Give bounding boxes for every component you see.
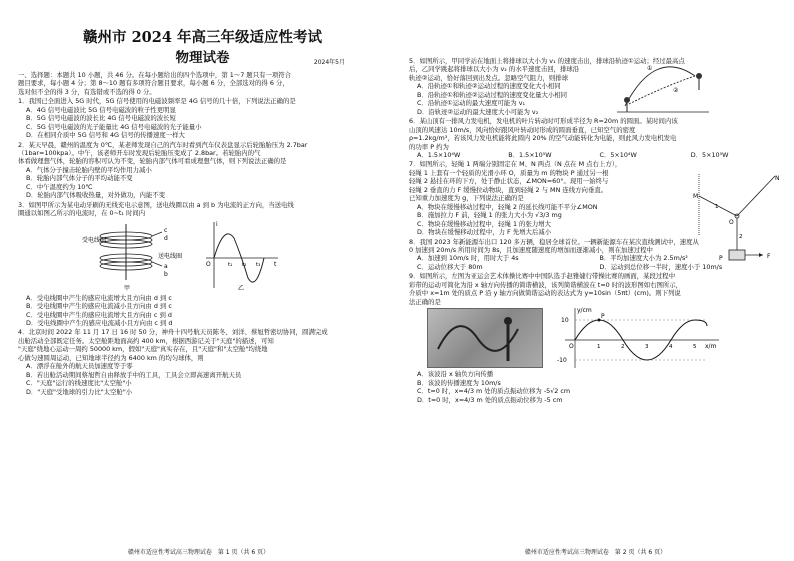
question-stem: 轻绳 2 垂直的力 F 缓慢拉动物块，直到轻绳 2 与 MN 连线方向垂直。 [409,185,608,194]
wave-graph [555,306,725,370]
question-stem: 9．如图所示，左图为亚运会艺术体操比赛中中国队选手赵雅婕行带操比赛的画面，某段过程中 [409,272,676,281]
question-stem: 法正确的是 [409,297,441,306]
axis-i-label: i [216,220,218,228]
option-d: D．受电线圈中产生的感应电流减小且方向由 c 到 d [26,319,173,327]
trajectory-1-label: ① [647,65,653,72]
question-1 [18,97,387,139]
tick-x-1: 1 [597,344,601,351]
option-c: C．5×10⁴W [599,150,637,159]
question-stem: 出舱活动全部既定任务。太空舱距地面高约 400 km，根据西游记关于"天庭"的描述，可知 [18,336,274,345]
y-axis-label: y/cm [577,307,592,315]
q3-figures [78,218,368,294]
question-stem: 3．如图甲所示为某电动牙刷的无线充电示意图，送电线圈以由 a 到 b 为电流的正方向，当送电线 [18,200,294,209]
option-c: C．中午温度约为 10℃ [26,182,93,191]
question-9 [409,272,782,404]
question-stem: 2．某天早晨，赣州的温度为 0℃，某老师发现自己的汽车时看到汽车仪表盘显示后轮胎胎压为 2.7bar [18,140,308,149]
option-a: A．该波沿 x 轴负方向传播 [417,370,494,379]
current-graph [206,221,278,292]
exam-date: 2024年5月 [313,59,345,67]
label-n: N [775,175,780,182]
question-stem: 的功率 P 约为 [409,142,449,151]
question-5 [409,57,782,116]
coil-diagram [82,224,182,292]
question-stem: 山顶的风速达 10m/s，风向恰好跟风叶转动时形成的圆面垂直，已知空气的密度 [409,125,636,134]
tick-x-2: 2 [621,344,625,351]
option-a: A．气体分子撞击轮胎内壁的平均作用力减小 [26,165,152,174]
tick-y-neg10: -10 [557,357,567,365]
tick-x-3: 3 [645,344,649,351]
caption-jia: 甲 [124,284,131,292]
question-stem: 轻绳 2 悬挂在环的下方，处于静止状态，∠MON=60°。现用一始终与 [409,177,609,186]
origin-label: O [569,343,574,351]
q6-options [409,151,782,159]
subject-title: 物理试卷 [175,50,230,67]
x-axis-label: x/m [705,343,717,351]
label-b: b [164,270,168,278]
option-b: B．该波的传播速度为 10m/s [417,378,501,387]
question-6 [409,117,782,159]
question-3 [18,201,387,328]
question-stem: 后，乙同学跳起将排球以大小为 v₂ 的水平速度击回，排球沿 [409,65,580,74]
question-stem: 轻绳 1 上套有一个轻质的光滑小环 O，质量为 m 的物块 P 通过另一根 [409,168,609,177]
question-stem: 8．我国 2023 年新能源车出口 120 多万辆，稳居全球首位。一辆新能源车在某次直线测试中，速度从 [409,237,699,246]
tick-x-4: 4 [669,344,673,351]
question-stem: 7．如图所示，轻绳 1 两端分别固定在 M、N 两点（N 点在 M 点右上方）， [409,160,622,169]
option-a: A．加速到 10m/s 时，用时大于 4s [417,254,519,263]
instructions [18,71,387,96]
option-d: D．t=0 时，x=4/3 m 处的质点振动位移为 -5 cm [417,395,563,404]
question-stem: 彩带的运动可简化为沿 x 轴方向传播的简谐横波，该列简谐横波在 t=0 时的波形图如右图所示， [409,280,683,289]
question-stem: 已知重力加速度为 g，下列说法正确的是 [409,194,524,203]
option-d: D．运动到总位移一半时，速度小于 10m/s [599,262,723,271]
option-b: B．沿轨迹①和轨迹②运动过程的速度变化量大小相同 [417,90,568,99]
label-rope-1: 1 [715,204,719,210]
question-stem: 心做匀速圆周运动，已知地球半径约为 6400 km 的均匀球体，则 [18,353,204,362]
page-2 [397,0,794,561]
option-d: D．沿轨迹②运动的最大速度大小可能为 v₂ [417,107,539,116]
option-c: C．"天庭"运行的线速度比"太空舱"小 [26,379,132,388]
exam-title: 赣州市 2024 年高三年级适应性考试 [83,29,322,46]
label-f: F [767,253,771,260]
question-stem: "天庭"绕地心运动一周约 50000 km，假如"天庭"真实存在，且"天庭"和"太空舱"均绕地 [18,345,268,354]
option-c: C．t=0 时，x=4/3 m 处的质点振动位移为 -5√2 cm [417,387,571,396]
tick-y-10: 10 [561,317,569,325]
option-c: C．物块在缓慢移动过程中，轻绳 1 的张力增大 [417,219,552,228]
option-b: B．若出舱活动期间蔡旭哲自由释放手中的工具，工具会立即高速离开航天员 [26,370,242,379]
option-c: C．5G 信号电磁波的光子能量比 4G 信号电磁波的光子能量小 [26,122,202,131]
page-footer: 赣州市适应性考试高三物理试卷 第 2 页（共 6 页） [524,549,667,557]
option-b: B．5G 信号电磁波的波长比 4G 信号电磁波的波长短 [26,114,176,123]
option-b: B．1.5×10⁵W [508,150,552,159]
option-b: B．平均加速度大小为 2.5m/s² [599,254,688,263]
label-receiving-coil: 受电线圈 [82,236,107,244]
option-d: D．物块在缓慢移动过程中，力 F 先增大后减小 [417,228,552,237]
option-a: A．沿轨迹①和轨迹②运动过程的速度变化大小相同 [417,82,561,91]
option-c: C．沿轨迹①运动的最大速度可能为 v₁ [417,99,526,108]
question-2 [18,141,387,200]
tick-t1: t₁ [228,261,233,268]
question-stem: ρ=1.2kg/m³，若该风力发电机能将此圆内 20% 的空气动能转化为电能，则此风力发电机发电 [409,134,677,143]
caption-yi: 乙 [238,284,245,292]
option-c: C．受电线圈中产生的感应电流增大且方向由 c 到 d [26,310,172,319]
option-b: B．受电线圈中产生的感应电流减小且方向由 d 到 c [26,302,172,311]
q9-figure-area [409,306,782,370]
option-a: A．漂浮在舱外的航天员加速度等于零 [26,362,133,371]
option-a: A．受电线圈中产生的感应电流增大且方向由 d 到 c [26,293,172,302]
trajectory-2-label: ② [673,87,679,94]
instruction-line: 题目要求，每小题 4 分；第 8～10 题有多项符合题目要求，每小题 6 分，全部选对的得 6 分， [18,79,289,88]
option-c: C．运动位移大于 80m [417,262,483,271]
question-stem: 0 加速到 20m/s 所用时间为 8s，且加速度随速度的增加而逐渐减小，则在加速过程中 [409,245,653,254]
instruction-line: 选对但不全的得 3 分，有选错或不选的得 0 分。 [18,87,156,96]
question-stem: 轨迹②运动，恰好落回到出发点。忽略空气阻力，则排球 [409,73,569,82]
rope-figure [693,172,785,268]
subject-title-row [18,50,387,68]
option-d: D．在相同介质中 5G 信号和 4G 信号的传播速度一样大 [26,131,185,140]
question-stem: 5．如图所示，甲同学站在地面上将排球以大小为 v₁ 的速度击出，排球沿轨迹①运动；经过最高点 [409,57,685,65]
question-stem: 介质中 x=1m 处的质点 P 沿 y 轴方向做简谐运动的表达式为 y=10sin（5πt）(cm)。则下列说 [409,289,681,298]
label-p: P [719,255,723,262]
option-b: B．施加拉力 F 前，轻绳 1 的张力大小为 √3/3 mg [417,211,562,220]
label-sending-coil: 送电线圈 [158,252,183,260]
option-d: D．轮胎内部气体吸收热量，对外做功，内能不变 [26,191,166,200]
label-rope-2: 2 [739,234,743,240]
tick-t2: t₂ [242,261,247,268]
instruction-line: 一、选择题：本题共 10 小题，共 46 分。在每小题给出的四个选项中，第 1～7 题只有一项符合 [18,70,292,79]
question-stem: 圈通以如图乙所示的电流时，在 0~t₁ 时间内 [18,209,146,218]
ribbon-swirl [428,309,542,367]
page-footer: 赣州市适应性考试高三物理试卷 第 1 页（共 6 页） [127,549,270,557]
label-d: d [164,234,168,242]
volleyball-figure [615,56,711,114]
option-a: A．物块在缓慢移动过程中，轻绳 2 的延长线可能不平分∠MON [417,202,598,211]
question-stem: （1bar=100kpa）。中午，该老师开车时发现后轮胎压变成了 2.8bar。若轮胎内的气 [18,149,261,158]
label-a: a [164,262,168,270]
option-a: A．4G 信号电磁波比 5G 信号电磁波的粒子性更明显 [26,105,176,114]
option-a: A．1.5×10⁴W [417,150,461,159]
q3-figure-area [18,218,387,294]
tick-x-5: 5 [693,344,697,351]
question-stem: 4．北京时间 2022 年 11 月 17 日 16 时 50 分，神舟十四号航天员陈冬、刘洋、蔡旭哲密切协同，圆满完成 [18,328,328,337]
label-m: M [693,193,699,200]
question-4 [18,328,387,396]
label-o: O [729,219,734,226]
point-p-label: P [601,313,605,321]
option-d: D．5×10⁵W [690,150,729,159]
axis-t-label: t [274,260,277,268]
gymnast-photo [427,308,543,368]
option-d: D．"天庭"受地球的引力比"太空舱"小 [26,387,133,396]
question-stem: 体看做理想气体，轮胎的容积可认为不变，轮胎内部气体可看成理想气体，则下列说法正确的是 [18,157,287,166]
option-b: B．轮胎内部气体分子的平均动能不变 [26,174,133,183]
origin-label: O [206,260,211,268]
label-c: c [164,226,168,234]
question-stem: 1．我国已全面进入 5G 时代，5G 信号使用的电磁波频率是 4G 信号的几十倍，下列说法正确的是 [18,97,296,106]
tick-t3: t₃ [256,261,261,268]
question-stem: 6．某山顶有一排风力发电机，发电机的叶片转动时可形成半径为 R=20m 的圆面。某时间内该 [409,117,678,126]
